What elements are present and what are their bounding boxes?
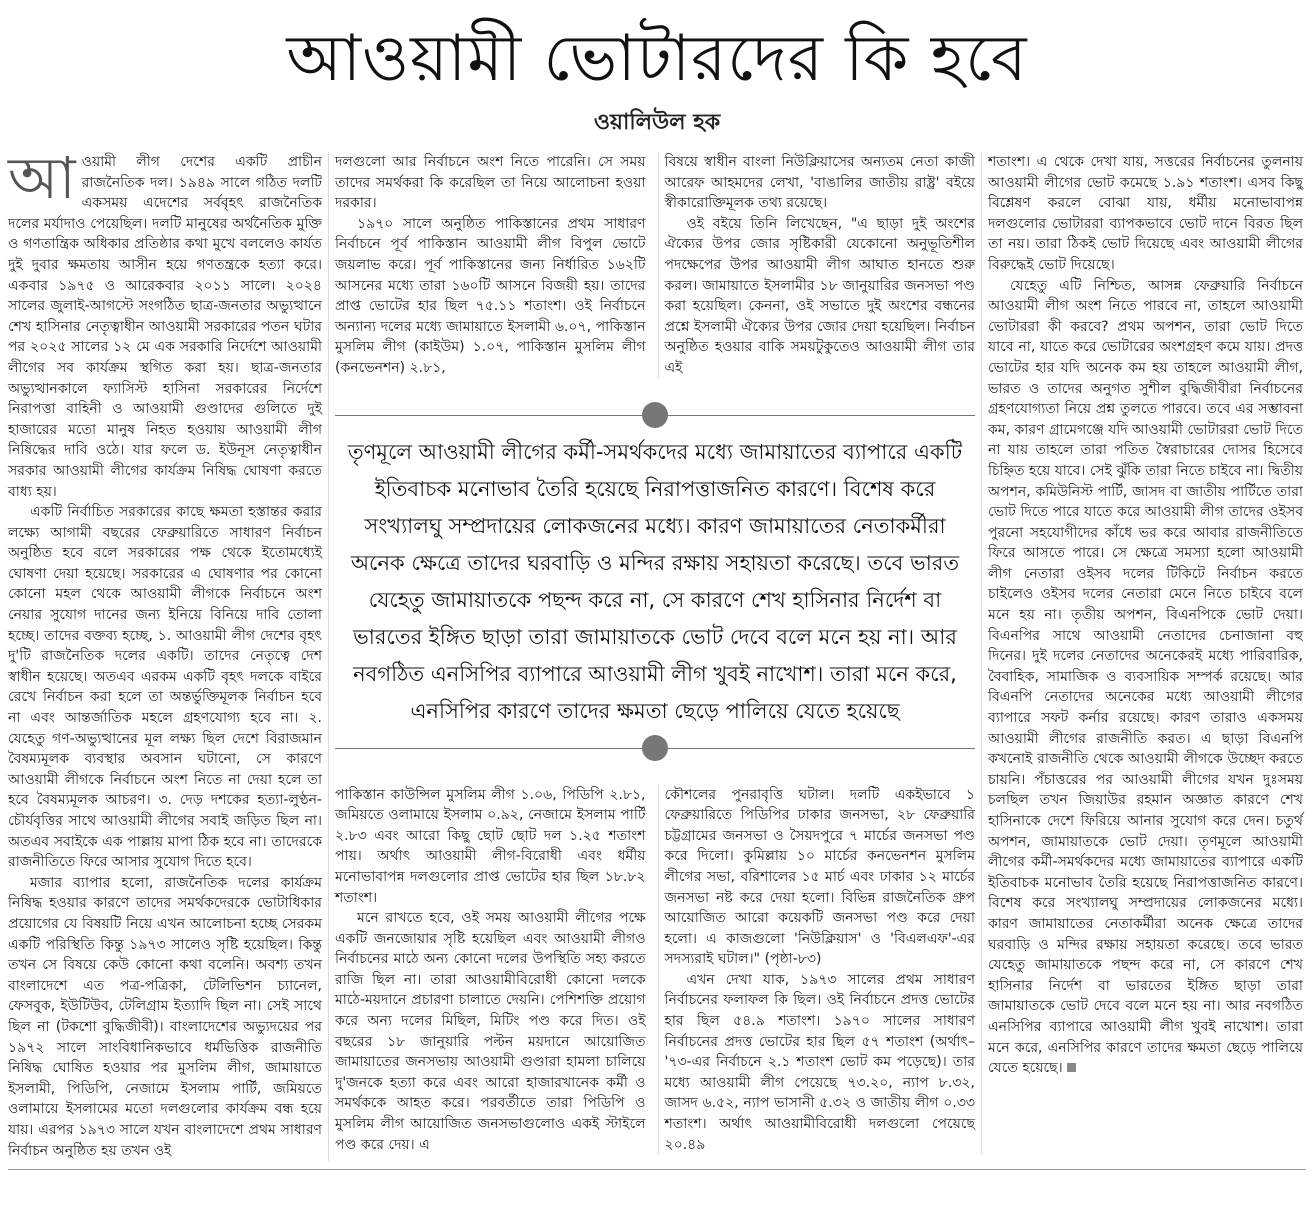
article-column-1 <box>8 144 329 1161</box>
author-byline: ওয়ালিউল হক <box>593 110 721 135</box>
paragraph-text: ওয়ামী লীগ দেশের একটি প্রাচীন রাজনৈতিক দল। ১৯৪৯ সালে গঠিত দলটি একসময় এদেশের সর্ববৃহৎ রাজনৈতিক দলের মর্যাদাও পেয়েছিল। দলটি মানুষের অর্থনৈতিক মুক্তি ও গণতান্ত্রিক অধিকার প্রতিষ্ঠার কথা মুখে বললেও কার্যত দুই দুবার ক্ষমতায় আসীন হয়ে গণতন্ত্রকে হত্যা করে। একবার ১৯৭৫ ও আরেকবার ২০১১ সালে। ২০২৪ সালের জুলাই-আগস্টে সংগঠিত ছাত্র-জনতার অভ্যুত্থানে শেখ হাসিনার নেতৃত্বাধীন আওয়ামী সরকারের পতন ঘটার পর ২০২৫ সালের ১২ মে এক সরকারি নির্দেশে আওয়ামী লীগের সব কার্যক্রম স্থগিত করা হয়। ছাত্র-জনতার অভ্যুত্থানকালে ফ্যাসিস্ট হাসিনা সরকারের নির্দেশে নিরাপত্তা বাহিনী ও আওয়ামী গুণ্ডাদের গুলিতে দুই হাজারের মতো মানুষ নিহত হওয়ায় আওয়ামী লীগ নিষিদ্ধের দাবি ওঠে। যার ফলে ড. ইউনূস নেতৃত্বাধীন সরকার আওয়ামী লীগের কার্যক্রম নিষিদ্ধ ঘোষণা করতে বাধ্য হয়। <box>8 154 322 500</box>
pull-quote-dot <box>642 735 668 761</box>
pull-quote: তৃণমূলে আওয়ামী লীগের কর্মী-সমর্থকদের মধ্যে জামায়াতের ব্যাপারে একটি ইতিবাচক মনোভাব তৈরি হয়েছে নিরাপত্তাজনিত কারণে। বিশেষ করে সংখ্যালঘু সম্প্রদায়ের লোকজনের মধ্যে। কারণ জামায়াতের নেতাকর্মীরা অনেক ক্ষেত্রে তাদের ঘরবাড়ি ও মন্দির রক্ষায় সহায়তা করেছে। তবে ভারত যেহেতু জামায়াতকে পছন্দ করে না, সে কারণে শেখ হাসিনার নির্দেশ বা ভারতের ইঙ্গিত ছাড়া তারা জামায়াতকে ভোট দেবে বলে মনে হয় না। আর নবগঠিত এনসিপির ব্যাপারে আওয়ামী লীগ খুবই নাখোশ। তারা মনে করে, এনসিপির কারণে তাদের ক্ষমতা ছেড়ে পালিয়ে যেতে হয়েছে <box>347 439 963 723</box>
pull-quote-bottom-rule <box>335 748 975 749</box>
article-title: আওয়ামী ভোটারদের কি হবে <box>286 22 1028 96</box>
middle-columns <box>329 152 982 1155</box>
article-column-2-upper <box>335 152 646 379</box>
paragraph: বিষয়ে স্বাধীন বাংলা নিউক্লিয়াসের অন্যতম নেতা কাজী আরেফ আহমদের লেখা, 'বাঙালির জাতীয় রাষ্ট্র' বইয়ে স্বীকারোক্তিমূলক তথ্য রয়েছে। <box>664 154 975 212</box>
drop-cap: আ <box>8 144 76 212</box>
paragraph <box>988 276 1303 1079</box>
paragraph: এখন দেখা যাক, ১৯৭৩ সালের প্রথম সাধারণ নির্বাচনের ফলাফল কি ছিল। ওই নির্বাচনে প্রদত্ত ভোটের হার ছিল ৫৪.৯ শতাংশ। ১৯৭০ সালের সাধারণ নির্বাচনের প্রদত্ত ভোটের হার ছিল ৫৭ শতাংশ (অর্থাৎ– '৭৩-এর নির্বাচনে ২.১ শতাংশ ভোট কম পড়েছে)। তার মধ্যে আওয়ামী লীগ পেয়েছে ৭৩.২০, ন্যাপ ৮.৩২, জাসদ ৬.৫২, ন্যাপ ভাসানী ৫.৩২ ও জাতীয় লীগ ০.৩৩ শতাংশ। অর্থাৎ আওয়ামীবিরোধী দলগুলো পেয়েছে ২০.৪৯ <box>664 971 975 1153</box>
end-mark-icon <box>1067 1063 1076 1072</box>
paragraph: শতাংশ। এ থেকে দেখা যায়, সত্তরের নির্বাচনের তুলনায় আওয়ামী লীগের ভোট কমেছে ১.৯১ শতাংশ। এসব কিছু বিশ্লেষণ করলে বোঝা যায়, ধর্মীয় মনোভাবাপন্ন দলগুলোর ভোটাররা ব্যাপকভাবে ভোট দানে বিরত ছিল তা নয়। তারা ঠিকই ভোট দিয়েছে এবং আওয়ামী লীগের বিরুদ্ধেই ভোট দিয়েছে। <box>988 154 1303 273</box>
pull-quote-dot <box>642 402 668 428</box>
article-body <box>8 144 1306 1161</box>
paragraph: ওই বইয়ে তিনি লিখেছেন, "এ ছাড়া দুই অংশের ঐক্যের উপর জোর সৃষ্টিকারী যেকোনো অনুভূতিশীল পদক্ষেপের উপর আওয়ামী লীগ আঘাত হানতে শুরু করল। জামায়াতে ইসলামীর ১৮ জানুয়ারির জনসভা পণ্ড করা হয়েছিল। কেননা, ওই সভাতে দুই অংশের বন্ধনের প্রশ্নে ইসলামী ঐক্যের উপর জোর দেয়া হয়েছিল। নির্বাচন অনুষ্ঠিত হওয়ার বাকি সময়টুকুতেও আওয়ামী লীগ তার এই <box>664 215 975 376</box>
paragraph: মনে রাখতে হবে, ওই সময় আওয়ামী লীগের পক্ষে একটি জনজোয়ার সৃষ্টি হয়েছিল এবং আওয়ামী লীগও নির্বাচনের মাঠে অন্য কোনো দলের উপস্থিতি সহ্য করতে রাজি ছিল না। তারা আওয়ামীবিরোধী কোনো দলকে মাঠে-ময়দানে প্রচারণা চালাতে দেয়নি। পেশিশক্তি প্রয়োগ করে অন্য দলের মিছিল, মিটিং পণ্ড করে দিত। ওই বছরের ১৮ জানুয়ারি পল্টন ময়দানে আয়োজিত জামায়াতের জনসভায় আওয়ামী গুণ্ডারা হামলা চালিয়ে দু'জনকে হত্যা করে এবং আরো হাজারখানেক কর্মী ও সমর্থককে আহত করে। পরবর্তীতে তারা পিডিপি ও মুসলিম লীগ আয়োজিত জনসভাগুলোও একই স্টাইলে পণ্ড করে দেয়। এ <box>335 910 646 1153</box>
paragraph: ১৯৭০ সালে অনুষ্ঠিত পাকিস্তানের প্রথম সাধারণ নির্বাচনে পূর্ব পাকিস্তান আওয়ামী লীগ বিপুল ভোটে জয়লাভ করে। পূর্ব পাকিস্তানের জন্য নির্ধারিত ১৬২টি আসনের মধ্যে তারা ১৬০টি আসনে বিজয়ী হয়। তাদের প্রাপ্ত ভোটের হার ছিল ৭৫.১১ শতাংশ। ওই নির্বাচনে অন্যান্য দলের মধ্যে জামায়াতে ইসলামী ৬.০৭, পাকিস্তান মুসলিম লীগ (কাইউম) ১.০৭, পাকিস্তান মুসলিম লীগ (কনভেনশন) ২.৮১, <box>335 215 646 376</box>
lower-columns <box>335 785 975 1156</box>
article-column-2-lower <box>335 785 646 1156</box>
upper-columns <box>335 152 975 379</box>
bottom-rule <box>8 1169 1306 1170</box>
paragraph: দলগুলো আর নির্বাচনে অংশ নিতে পারেনি। সে সময় তাদের সমর্থকরা কি করেছিল তা নিয়ে আলোচনা হওয়া দরকার। <box>335 154 646 212</box>
pull-quote-block <box>335 393 975 771</box>
paragraph: একটি নির্বাচিত সরকারের কাছে ক্ষমতা হস্তান্তর করার লক্ষ্যে আগামী বছরের ফেব্রুয়ারিতে সাধারণ নির্বাচন অনুষ্ঠিত হবে বলে সরকারের পক্ষ থেকে ইতোমধ্যেই ঘোষণা দেয়া হয়েছে। সরকারের এ ঘোষণার পর কোনো কোনো মহল থেকে আওয়ামী লীগকে নির্বাচনে অংশ নেয়ার সুযোগ দানের জন্য ইনিয়ে বিনিয়ে দাবি তোলা হচ্ছে। তাদের বক্তব্য হচ্ছে, ১. আওয়ামী লীগ দেশের বৃহৎ দু'টি রাজনৈতিক দলের একটি। তাদের নেতৃত্বে দেশ স্বাধীন হয়েছে। অতএব এরকম একটি বৃহৎ দলকে বাইরে রেখে নির্বাচন করা হলে তা অন্তর্ভুক্তিমূলক নির্বাচন হবে না এবং আন্তর্জাতিক মহলে গ্রহণযোগ্য হবে না। ২. যেহেতু গণ-অভ্যুত্থানের মূল লক্ষ্য ছিল দেশে বিরাজমান বৈষম্যমূলক ব্যবস্থার অবসান ঘটানো, সে কারণে আওয়ামী লীগকে নির্বাচনে অংশ নিতে না দেয়া হলে তা হবে বৈষম্যমূলক আচরণ। ৩. দেড় দশকের হত্যা-লুণ্ঠন-চৌর্যবৃত্তির সাথে আওয়ামী লীগের সবাই জড়িত ছিল না। অতএব সবাইকে এক পাল্লায় মাপা ঠিক হবে না। তাদেরকে রাজনীতিতে ফিরে আসার সুযোগ দিতে হবে। <box>8 504 322 871</box>
article-column-3-lower <box>658 785 976 1156</box>
paragraph <box>8 144 322 502</box>
article-column-4 <box>982 152 1303 1079</box>
article-column-3-upper <box>658 152 976 379</box>
paragraph: কৌশলের পুনরাবৃত্তি ঘটাল। দলটি একইভাবে ১ ফেব্রুয়ারিতে পিডিপির ঢাকার জনসভা, ২৮ ফেব্রুয়ারি চট্টগ্রামের জনসভা ও সৈয়দপুরে ৭ মার্চের জনসভা পণ্ড করে দিলো। কুমিল্লায় ১০ মার্চের কনভেনশন মুসলিম লীগের সভা, বরিশালের ১৫ মার্চ এবং ঢাকার ১২ মার্চের জনসভা নষ্ট করে দেয়া হলো। বিভিন্ন রাজনৈতিক গ্রুপ আয়োজিত আরো কয়েকটি জনসভা পণ্ড করে দেয়া হলো। এ কাজগুলো 'নিউক্লিয়াস' ও 'বিএলএফ'-এর সদস্যরাই ঘটাল।" (পৃষ্ঠা-৮৩) <box>664 786 975 968</box>
paragraph-text: যেহেতু এটি নিশ্চিত, আসন্ন ফেব্রুয়ারি নির্বাচনে আওয়ামী লীগ অংশ নিতে পারবে না, তাহলে আওয়ামী ভোটাররা কী করবে? প্রথম অপশন, তারা ভোট দিতে যাবে না, যাতে করে ভোটারের অংশগ্রহণ কমে যায়। প্রদত্ত ভোটের হার যদি অনেক কম হয় তাহলে আওয়ামী লীগ, ভারত ও তাদের অনুগত সুশীল বুদ্ধিজীবীরা নির্বাচনের গ্রহণযোগ্যতা নিয়ে প্রশ্ন তুলতে পারবে। তবে এর সম্ভাবনা কম, কারণ গ্রামেগঞ্জে যদি আওয়ামী ভোটাররা ভোট দিতে না যায় তাহলে তারা পতিত স্বৈরাচারের দোসর হিসেবে চিহ্নিত হয়ে যাবে। সেই ঝুঁকি তারা নিতে চাইবে না। দ্বিতীয় অপশন, কমিউনিস্ট পার্টি, জাসদ বা জাতীয় পার্টিতে তারা ভোট দিতে পারে যাতে করে আওয়ামী লীগ তাদের ওইসব পুরনো সহযোগীদের কাঁধে ভর করে আবার রাজনীতিতে ফিরে আসতে পারে। সে ক্ষেত্রে সমস্যা হলো আওয়ামী লীগ নেতারা ওইসব দলের টিকিটে নির্বাচন করতে চাইলেও ওইসব দলের নেতারা মেনে নিতে চাইবে বলে মনে হয় না। তৃতীয় অপশন, বিএনপিকে ভোট দেয়া। বিএনপির সাথে আওয়ামী নেতাদের চেনাজানা বহু দিনের। দুই দলের নেতাদের অনেকেরই মধ্যে পারিবারিক, বৈবাহিক, সামাজিক ও ব্যবসায়িক সম্পর্ক রয়েছে। আর বিএনপি নেতাদের অনেকের মধ্যে আওয়ামী লীগের ব্যাপারে সফট কর্নার রয়েছে। কারণ তারাও একসময় আওয়ামী লীগের রাজনীতি করত। এ ছাড়া বিএনপি কখনোই রাজনীতি থেকে আওয়ামী লীগকে উচ্ছেদ করতে চায়নি। পঁচাত্তরের পর আওয়ামী লীগের যখন দুঃসময় চলছিল তখন জিয়াউর রহমান অজ্ঞাত কারণে শেখ হাসিনাকে দেশে ফিরিয়ে আনার সুযোগ করে দেন। চতুর্থ অপশন, জামায়াতকে ভোট দেয়া। তৃণমূলে আওয়ামী লীগের কর্মী-সমর্থকদের মধ্যে জামায়াতের ব্যাপারে একটি ইতিবাচক মনোভাব তৈরি হয়েছে নিরাপত্তাজনিত কারণে। বিশেষ করে সংখ্যালঘু সম্প্রদায়ের লোকজনের মধ্যে। কারণ জামায়াতের নেতাকর্মীরা অনেক ক্ষেত্রে তাদের ঘরবাড়ি ও মন্দির রক্ষায় সহায়তা করেছে। তবে ভারত যেহেতু জামায়াতকে পছন্দ করে না, সে কারণে শেখ হাসিনার নির্দেশ বা ভারতের ইঙ্গিত ছাড়া তারা জামায়াতকে ভোট দেবে বলে মনে হয় না। আর নবগঠিত এনসিপির ব্যাপারে আওয়ামী লীগ খুবই নাখোশ। তারা মনে করে, এনসিপির কারণে তাদের ক্ষমতা ছেড়ে পালিয়ে যেতে হয়েছে। <box>988 277 1303 1077</box>
paragraph: মজার ব্যাপার হলো, রাজনৈতিক দলের কার্যক্রম নিষিদ্ধ হওয়ার কারণে তাদের সমর্থকদেরকে ভোটাধিকার প্রয়োগের যে বিষয়টি নিয়ে এখন আলোচনা হচ্ছে সেরকম একটি পরিস্থিতি কিন্তু ১৯৭৩ সালেও সৃষ্টি হয়েছিল। কিন্তু তখন সে বিষয়ে কেউ কোনো কথা বলেনি। অবশ্য তখন বাংলাদেশে এত পত্র-পত্রিকা, টেলিভিশন চ্যানেল, ফেসবুক, ইউটিউব, টেলিগ্রাম ইত্যাদি ছিল না। সেই সাথে ছিল না (টকশো বুদ্ধিজীবী)। বাংলাদেশের অভ্যুদয়ের পর ১৯৭২ সালে সাংবিধানিকভাবে ধর্মভিত্তিক রাজনীতি নিষিদ্ধ ঘোষিত হওয়ার পর মুসলিম লীগ, জামায়াতে ইসলামী, পিডিপি, নেজামে ইসলাম পার্টি, জমিয়তে ওলামায়ে ইসলামের মতো দলগুলোর কার্যক্রম বন্ধ হয়ে যায়। এরপর ১৯৭৩ সালে যখন বাংলাদেশে প্রথম সাধারণ নির্বাচন অনুষ্ঠিত হয় তখন ওই <box>8 874 322 1159</box>
paragraph: পাকিস্তান কাউন্সিল মুসলিম লীগ ১.০৬, পিডিপি ২.৮১, জমিয়তে ওলামায়ে ইসলাম ০.৯২, নেজামে ইসলাম পার্টি ২.৮৩ এবং আরো কিছু ছোট ছোট দল ১.২৫ শতাংশ পায়। অর্থাৎ আওয়ামী লীগ-বিরোধী এবং ধর্মীয় মনোভাবাপন্ন দলগুলোর প্রাপ্ত ভোটের হার ছিল ১৮.৮২ শতাংশ। <box>335 786 646 906</box>
pull-quote-top-rule <box>335 415 975 416</box>
